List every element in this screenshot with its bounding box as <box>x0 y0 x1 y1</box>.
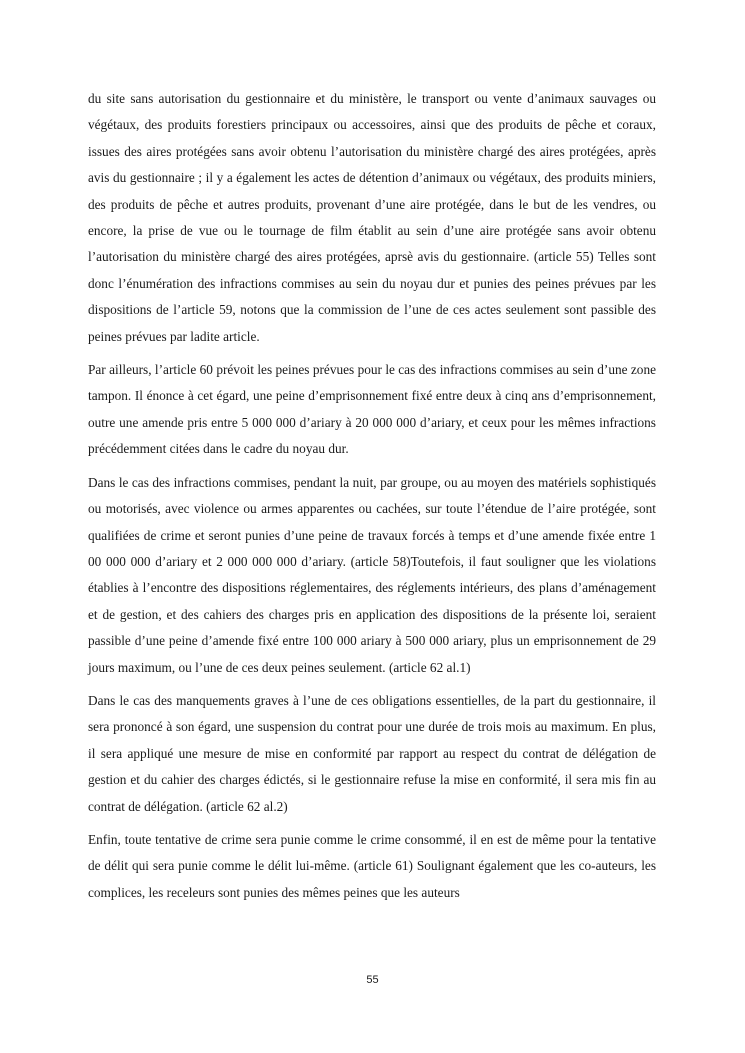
page-number: 55 <box>366 974 379 986</box>
paragraph-5: Enfin, toute tentative de crime sera punie comme le crime consommé, il en est de même pour la tentative de délit qui sera punie comme le délit lui-même. (article 61) Soulignant également que les co-auteurs, les complices, les receleurs sont punies des mêmes peines que les auteurs <box>88 831 656 900</box>
body-text <box>88 86 656 913</box>
paragraph-1: du site sans autorisation du gestionnaire et du ministère, le transport ou vente d’animaux sauvages ou végétaux, des produits forestiers principaux ou accessoires, ainsi que des produits de pêche et coraux, issues des aires protégées sans avoir obtenu l’autorisation du ministère chargé des aires protégées, après avis du gestionnaire ; il y a également les actes de détention d’animaux ou végétaux, des produits miniers, des produits de pêche et autres produits, provenant d’une aire protégée, dans le but de les vendres, ou encore, la prise de vue ou le tournage de film établit au sein d’une aire protégée sans avoir obtenu l’autorisation du ministère chargé des aires protégées, aprsè avis du gestionnaire. (article 55) Telles sont donc l’énumération des infractions commises au sein du noyau dur et punies des peines prévues par les dispositions de l’article 59, notons que la commission de l’une de ces actes seulement sont passible des peines prévues par ladite article. <box>88 91 656 344</box>
paragraph-3: Dans le cas des infractions commises, pendant la nuit, par groupe, ou au moyen des matériels sophistiqués ou motorisés, avec violence ou armes apparentes ou cachées, sur toute l’étendue de l’aire protégée, sont qualifiées de crime et seront punies d’une peine de travaux forcés à temps et d’une amende fixée entre 1 00 000 000 d’ariary et 2 000 000 000 d’ariary. (article 58)Toutefois, il faut souligner que les violations établies à l’encontre des dispositions réglementaires, des réglements intérieurs, des plans d’aménagement et de gestion, et des cahiers des charges pris en application des dispositions de la présente loi, seraient passible d’une peine d’amende fixé entre 100 000 ariary à 500 000 ariary, plus un emprisonnement de 29 jours maximum, ou l’une de ces deux peines seulement. (article 62 al.1) <box>88 474 656 675</box>
paragraph-2: Par ailleurs, l’article 60 prévoit les peines prévues pour le cas des infractions commises au sein d’une zone tampon. Il énonce à cet égard, une peine d’emprisonnement fixé entre deux à cinq ans d’emprisonnement, outre une amende pris entre 5 000 000 d’ariary à 20 000 000 d’ariary, et ceux pour les mêmes infractions précédemment citées dans le cadre du noyau dur. <box>88 362 656 457</box>
paragraph-4: Dans le cas des manquements graves à l’une de ces obligations essentielles, de la part du gestionnaire, il sera prononcé à son égard, une suspension du contrat pour une durée de trois mois au maximum. En plus, il sera appliqué une mesure de mise en conformité par rapport au respect du contrat de délégation de gestion et du cahier des charges édictés, si le gestionnaire refuse la mise en conformité, il sera mis fin au contrat de délégation. (article 62 al.2) <box>88 692 656 814</box>
